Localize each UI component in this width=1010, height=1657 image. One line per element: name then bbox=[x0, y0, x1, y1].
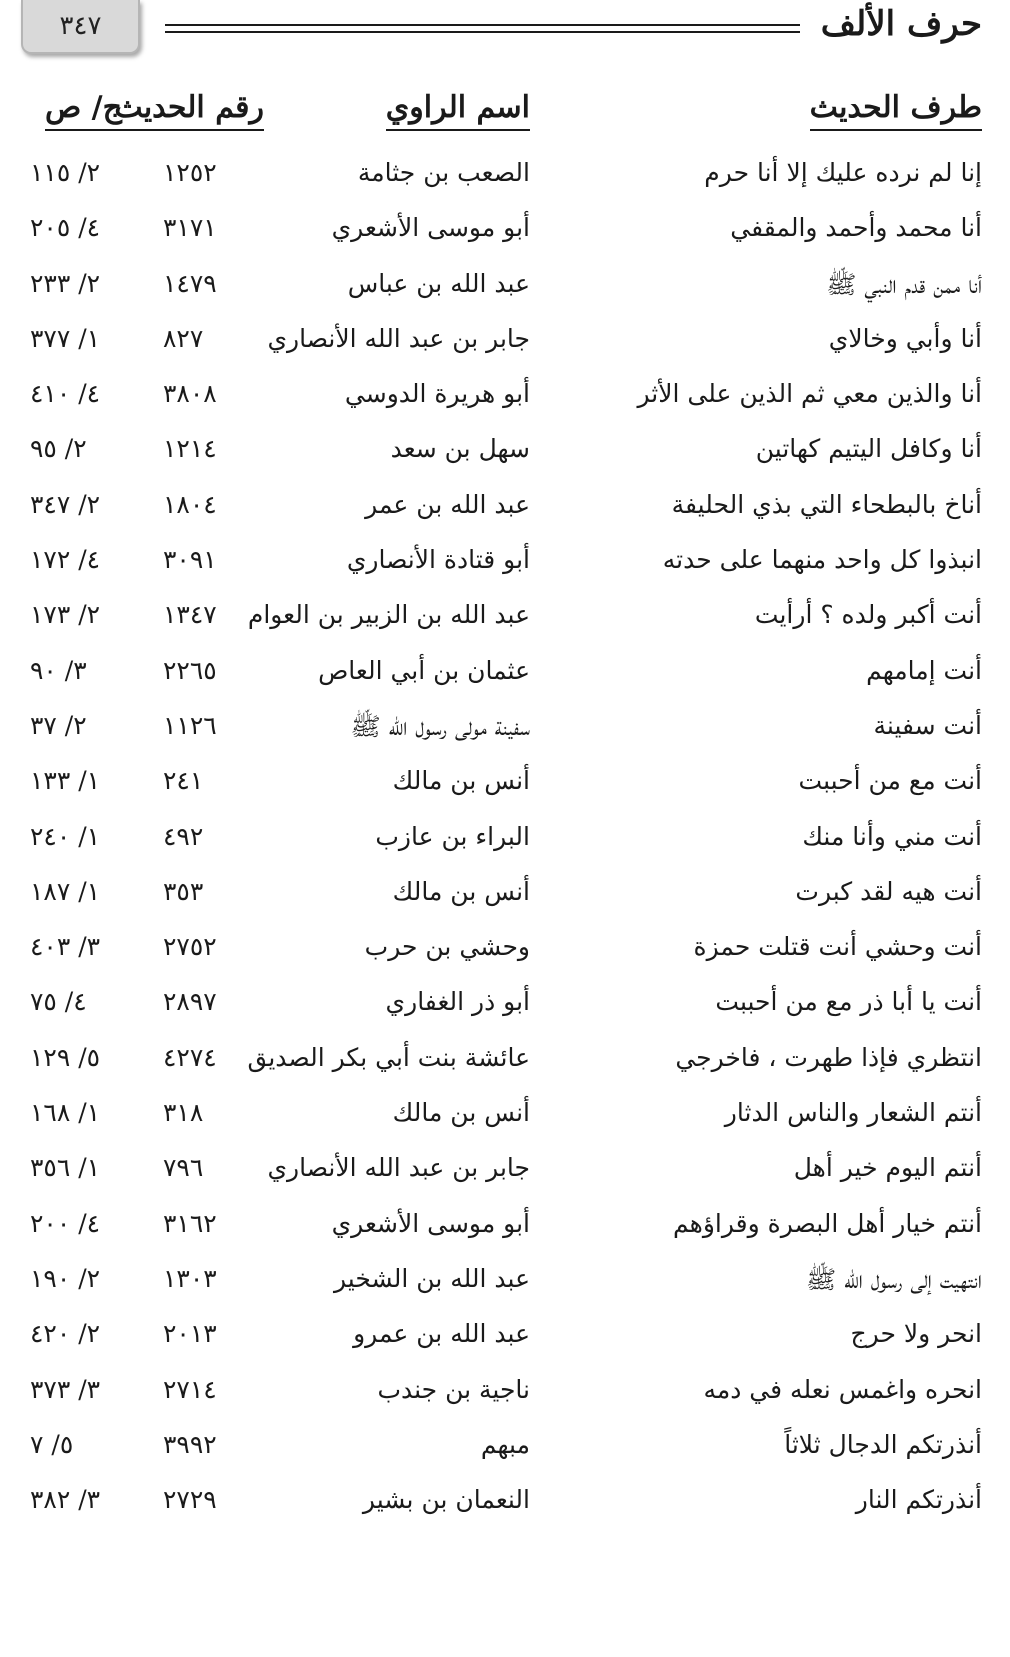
hadith-number: ١٣٤٧ bbox=[163, 600, 217, 630]
column-headers bbox=[0, 90, 1010, 146]
hadith-text: أنا وأبي وخالاي bbox=[828, 323, 982, 353]
hadith-number: ٢٧٥٢ bbox=[163, 932, 217, 962]
page-header bbox=[0, 0, 1010, 70]
hadith-number: ٢٠١٣ bbox=[163, 1319, 217, 1349]
hadith-number: ١٢٥٢ bbox=[163, 158, 217, 187]
narrator-name: الصعب بن جثامة bbox=[357, 158, 530, 187]
column-header-volume-page: ج/ ص bbox=[45, 90, 122, 131]
narrator-name: عائشة بنت أبي بكر الصديق bbox=[247, 1042, 530, 1072]
narrator-name: عبد الله بن عمر bbox=[365, 489, 530, 519]
hadith-text: أنت مني وأنا منك bbox=[802, 821, 982, 851]
hadith-text: إنا لم نرده عليك إلا أنا حرم bbox=[704, 158, 982, 187]
hadith-number: ٤٢٧٤ bbox=[163, 1042, 217, 1072]
volume-page: ٤/ ١٧٢ bbox=[30, 545, 101, 575]
table-row bbox=[0, 1201, 1010, 1256]
narrator-name: النعمان بن بشير bbox=[362, 1485, 530, 1515]
table-row bbox=[0, 150, 1010, 205]
narrator-name: سفينة مولى رسول الله ﷺ bbox=[350, 711, 530, 741]
page-number: ٣٤٧ bbox=[21, 0, 140, 54]
narrator-name: عبد الله بن عباس bbox=[347, 268, 530, 298]
narrator-name: ناجية بن جندب bbox=[377, 1374, 530, 1404]
narrator-name: أبو موسى الأشعري bbox=[331, 1208, 530, 1238]
hadith-text: انتظري فإذا طهرت ، فاخرجي bbox=[675, 1042, 982, 1072]
table-row bbox=[0, 924, 1010, 979]
table-row bbox=[0, 1145, 1010, 1200]
header-rule bbox=[165, 24, 800, 26]
table-row bbox=[0, 979, 1010, 1034]
hadith-text: أنت هيه لقد كبرت bbox=[795, 876, 982, 906]
narrator-name: جابر بن عبد الله الأنصاري bbox=[267, 1153, 530, 1183]
table-row bbox=[0, 1256, 1010, 1311]
hadith-text: أنتم اليوم خير أهل bbox=[793, 1153, 982, 1183]
narrator-name: أنس بن مالك bbox=[392, 766, 530, 796]
hadith-index-table bbox=[0, 150, 1010, 1532]
table-row bbox=[0, 869, 1010, 924]
hadith-number: ٢٢٦٥ bbox=[163, 655, 217, 685]
narrator-name: عثمان بن أبي العاص bbox=[318, 655, 530, 685]
table-row bbox=[0, 261, 1010, 316]
table-row bbox=[0, 592, 1010, 647]
volume-page: ٤/ ٢٠٠ bbox=[30, 1208, 101, 1238]
hadith-number: ٣١٦٢ bbox=[163, 1208, 217, 1238]
volume-page: ٣/ ٣٧٣ bbox=[30, 1374, 101, 1404]
hadith-number: ١٨٠٤ bbox=[163, 489, 217, 519]
column-header-hadith-number: رقم الحديث bbox=[114, 90, 264, 131]
table-row bbox=[0, 205, 1010, 260]
hadith-text: أنت إمامهم bbox=[866, 655, 982, 685]
volume-page: ٢/ ٢٣٣ bbox=[30, 268, 101, 298]
hadith-text: أناخ بالبطحاء التي بذي الحليفة bbox=[671, 489, 982, 519]
narrator-name: أبو ذر الغفاري bbox=[385, 987, 530, 1017]
chapter-title: حرف الألف bbox=[820, 4, 982, 44]
narrator-name: البراء بن عازب bbox=[375, 821, 530, 851]
column-header-tarf: طرف الحديث bbox=[810, 90, 982, 131]
volume-page: ١/ ٣٥٦ bbox=[30, 1153, 101, 1183]
hadith-text: انحر ولا حرج bbox=[850, 1319, 982, 1349]
table-row bbox=[0, 426, 1010, 481]
hadith-text: أنتم خيار أهل البصرة وقراؤهم bbox=[673, 1208, 982, 1238]
narrator-name: أبو قتادة الأنصاري bbox=[346, 545, 530, 575]
hadith-number: ٣٥٣ bbox=[163, 876, 204, 906]
hadith-text: أنت أكبر ولده ؟ أرأيت bbox=[754, 600, 982, 630]
table-row bbox=[0, 1367, 1010, 1422]
table-row bbox=[0, 316, 1010, 371]
hadith-number: ٨٢٧ bbox=[163, 323, 204, 353]
hadith-text: أنذرتكم النار bbox=[855, 1485, 982, 1515]
hadith-text: انتهيت إلى رسول الله ﷺ bbox=[805, 1264, 982, 1294]
hadith-number: ٢٨٩٧ bbox=[163, 987, 217, 1017]
narrator-name: أنس بن مالك bbox=[392, 1098, 530, 1128]
hadith-text: أنا والذين معي ثم الذين على الأثر bbox=[637, 379, 982, 409]
hadith-number: ٢٧٢٩ bbox=[163, 1485, 217, 1515]
narrator-name: أبو هريرة الدوسي bbox=[344, 379, 530, 409]
hadith-number: ٣٩٩٢ bbox=[163, 1429, 217, 1459]
table-row bbox=[0, 648, 1010, 703]
volume-page: ٣/ ٣٨٢ bbox=[30, 1485, 101, 1515]
hadith-number: ٧٩٦ bbox=[163, 1153, 204, 1183]
volume-page: ٢/ ٩٥ bbox=[30, 434, 87, 464]
hadith-text: انحره واغمس نعله في دمه bbox=[703, 1374, 982, 1404]
hadith-text: أنا محمد وأحمد والمقفي bbox=[730, 213, 982, 243]
table-row bbox=[0, 371, 1010, 426]
table-row bbox=[0, 1090, 1010, 1145]
volume-page: ٢/ ٣٧ bbox=[30, 710, 87, 740]
table-row bbox=[0, 1035, 1010, 1090]
narrator-name: عبد الله بن الشخير bbox=[334, 1263, 530, 1293]
table-row bbox=[0, 482, 1010, 537]
volume-page: ١/ ١٦٨ bbox=[30, 1098, 101, 1128]
table-row bbox=[0, 1311, 1010, 1366]
volume-page: ١/ ١٨٧ bbox=[30, 876, 101, 906]
narrator-name: مبهم bbox=[480, 1429, 530, 1459]
narrator-name: عبد الله بن الزبير بن العوام bbox=[247, 600, 530, 630]
volume-page: ٣/ ٤٠٣ bbox=[30, 932, 101, 962]
narrator-name: عبد الله بن عمرو bbox=[353, 1319, 530, 1349]
volume-page: ٥/ ٧ bbox=[30, 1429, 74, 1459]
hadith-number: ٣٨٠٨ bbox=[163, 379, 217, 409]
hadith-number: ١٣٠٣ bbox=[163, 1263, 217, 1293]
hadith-text: أنت سفينة bbox=[873, 710, 982, 740]
table-row bbox=[0, 703, 1010, 758]
table-row bbox=[0, 814, 1010, 869]
hadith-text: أنا وكافل اليتيم كهاتين bbox=[755, 434, 982, 464]
hadith-number: ٣١٨ bbox=[163, 1098, 204, 1128]
volume-page: ١/ ٣٧٧ bbox=[30, 323, 101, 353]
table-row bbox=[0, 758, 1010, 813]
volume-page: ٤/ ٤١٠ bbox=[30, 379, 101, 409]
hadith-number: ٣١٧١ bbox=[163, 213, 217, 243]
narrator-name: أنس بن مالك bbox=[392, 876, 530, 906]
volume-page: ٢/ ٣٤٧ bbox=[30, 489, 101, 519]
hadith-text: أنذرتكم الدجال ثلاثاً bbox=[784, 1429, 982, 1459]
narrator-name: سهل بن سعد bbox=[390, 434, 530, 464]
narrator-name: أبو موسى الأشعري bbox=[331, 213, 530, 243]
hadith-text: أنت مع من أحببت bbox=[798, 766, 982, 796]
hadith-text: أنت وحشي أنت قتلت حمزة bbox=[693, 932, 982, 962]
hadith-number: ١١٢٦ bbox=[163, 710, 217, 740]
hadith-text: أنتم الشعار والناس الدثار bbox=[724, 1098, 982, 1128]
volume-page: ٢/ ١١٥ bbox=[30, 158, 101, 187]
hadith-text: انبذوا كل واحد منهما على حدته bbox=[662, 545, 982, 575]
volume-page: ٤/ ٢٠٥ bbox=[30, 213, 101, 243]
table-row bbox=[0, 1477, 1010, 1532]
hadith-number: ٣٠٩١ bbox=[163, 545, 217, 575]
column-header-rawi: اسم الراوي bbox=[386, 90, 530, 131]
volume-page: ١/ ١٣٣ bbox=[30, 766, 101, 796]
narrator-name: جابر بن عبد الله الأنصاري bbox=[267, 323, 530, 353]
volume-page: ٣/ ٩٠ bbox=[30, 655, 87, 685]
hadith-number: ٤٩٢ bbox=[163, 821, 204, 851]
hadith-text: أنت يا أبا ذر مع من أحببت bbox=[715, 987, 982, 1017]
table-row bbox=[0, 1422, 1010, 1477]
volume-page: ٢/ ٤٢٠ bbox=[30, 1319, 101, 1349]
hadith-number: ١٢١٤ bbox=[163, 434, 217, 464]
hadith-number: ٢٤١ bbox=[163, 766, 204, 796]
hadith-number: ٢٧١٤ bbox=[163, 1374, 217, 1404]
volume-page: ٢/ ١٩٠ bbox=[30, 1263, 101, 1293]
volume-page: ٢/ ١٧٣ bbox=[30, 600, 101, 630]
volume-page: ٥/ ١٢٩ bbox=[30, 1042, 101, 1072]
header-rule bbox=[165, 31, 800, 33]
hadith-text: أنا ممن قدم النبي ﷺ bbox=[826, 269, 982, 299]
hadith-number: ١٤٧٩ bbox=[163, 268, 217, 298]
volume-page: ٤/ ٧٥ bbox=[30, 987, 87, 1017]
table-row bbox=[0, 537, 1010, 592]
volume-page: ١/ ٢٤٠ bbox=[30, 821, 101, 851]
narrator-name: وحشي بن حرب bbox=[364, 932, 530, 962]
